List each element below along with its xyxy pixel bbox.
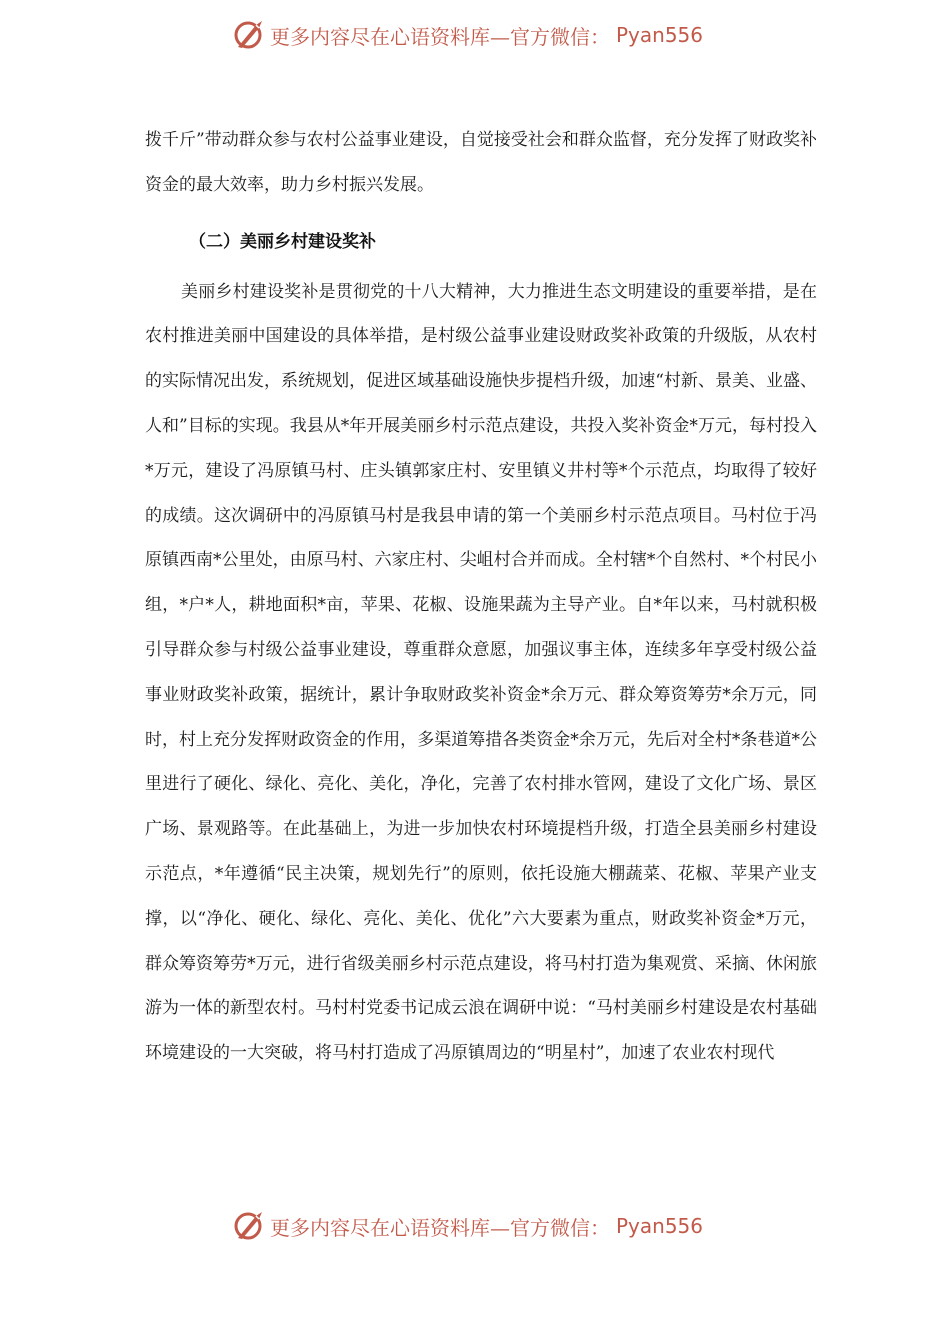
banner-wechat-handle: Pyan556 [616, 23, 704, 47]
banner-text: 更多内容尽在心语资料库—官方微信： [270, 1215, 610, 1240]
banner-wechat-handle: Pyan556 [616, 1214, 704, 1238]
quill-pen-logo-icon [232, 1208, 268, 1244]
document-body [145, 118, 817, 1076]
header-banner [232, 15, 752, 55]
section-heading: （二）美丽乡村建设奖补 [189, 231, 376, 252]
banner-text: 更多内容尽在心语资料库—官方微信： [270, 24, 610, 49]
intro-paragraph: 拨千斤”带动群众参与农村公益事业建设，自觉接受社会和群众监督，充分发挥了财政奖补资金的最大效率，助力乡村振兴发展。 [145, 130, 817, 195]
body-paragraph: 美丽乡村建设奖补是贯彻党的十八大精神，大力推进生态文明建设的重要举措，是在农村推进美丽中国建设的具体举措，是村级公益事业建设财政奖补政策的升级版，从农村的实际情况出发，系统规划，促进区域基础设施快步提档升级，加速“村新、景美、业盛、人和”目标的实现。我县从*年开展美丽乡村示范点建设，共投入奖补资金*万元，每村投入*万元，建设了冯原镇马村、庄头镇郭家庄村、安里镇义井村等*个示范点，均取得了较好的成绩。这次调研中的冯原镇马村是我县申请的第一个美丽乡村示范点项目。马村位于冯原镇西南*公里处，由原马村、六家庄村、尖岨村合并而成。全村辖*个自然村、*个村民小组，*户*人，耕地面积*亩，苹果、花椒、设施果蔬为主导产业。自*年以来，马村就积极引导群众参与村级公益事业建设，尊重群众意愿，加强议事主体，连续多年享受村级公益事业财政奖补政策，据统计，累计争取财政奖补资金*余万元、群众筹资筹劳*余万元，同时，村上充分发挥财政资金的作用，多渠道筹措各类资金*余万元，先后对全村*条巷道*公里进行了硬化、绿化、亮化、美化，净化，完善了农村排水管网，建设了文化广场、景区广场、景观路等。在此基础上，为进一步加快农村环境提档升级，打造全县美丽乡村建设示范点，*年遵循“民主决策，规划先行”的原则，依托设施大棚蔬菜、花椒、苹果产业支撑，以“净化、硬化、绿化、亮化、美化、优化”六大要素为重点，财政奖补资金*万元， 群众筹资筹劳*万元，进行省级美丽乡村示范点建设，将马村打造为集观赏、采摘、休闲旅游为一体的新型农村。马村村党委书记成云浪在调研中说：“马村美丽乡村建设是农村基础环境建设的一大突破，将马村打造成了冯原镇周边的“明星村”，加速了农业农村现代 [145, 281, 817, 1064]
footer-banner [232, 1206, 752, 1246]
quill-pen-logo-icon [232, 17, 268, 53]
